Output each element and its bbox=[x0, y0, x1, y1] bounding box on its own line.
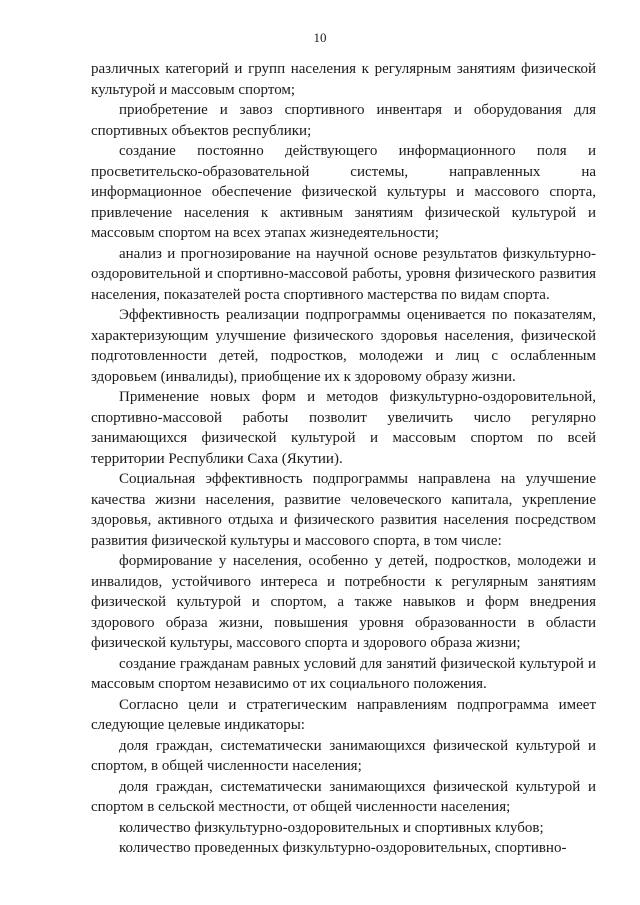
paragraph: анализ и прогнозирование на научной основе результатов физкультурно-оздоровительной и спортивно-массовой работы, уровня физического развития населения, показателей роста спортивного мастерства по видам спорта. bbox=[91, 245, 596, 303]
paragraph: Социальная эффективность подпрограммы направлена на улучшение качества жизни населения, развитие человеческого капитала, укрепление здоровья, активного отдыха и физического развития населения посредством развития физической культуры и массового спорта, в том числе: bbox=[91, 471, 596, 549]
page-number: 10 bbox=[313, 30, 327, 45]
paragraph: различных категорий и групп населения к регулярным занятиям физической культурой и массовым спортом; bbox=[91, 61, 596, 98]
document-body bbox=[91, 59, 596, 859]
paragraph: формирование у населения, особенно у детей, подростков, молодежи и инвалидов, устойчивого интереса и потребности к регулярным занятиям физической культурой и спортом, а также навыков и форм внедрения здорового образа жизни, повышения уровня образованности в области физической культуры, массового спорта и здорового образа жизни; bbox=[91, 553, 596, 651]
paragraph: доля граждан, систематически занимающихся физической культурой и спортом в сельской местности, от общей численности населения; bbox=[91, 778, 596, 815]
paragraph: создание гражданам равных условий для занятий физической культурой и массовым спортом независимо от их социального положения. bbox=[91, 655, 596, 692]
paragraph: количество физкультурно-оздоровительных и спортивных клубов; bbox=[119, 819, 544, 836]
paragraph: Эффективность реализации подпрограммы оценивается по показателям, характеризующим улучшение физического здоровья населения, физической подготовленности детей, подростков, молодежи и лиц с ослабленным здоровьем (инвалиды), приобщение их к здоровому образу жизни. bbox=[91, 307, 596, 385]
paragraph: создание постоянно действующего информационного поля и просветительско-образовательной системы, направленных на информационное обеспечение физической культуры и массового спорта, привлечение населения к активным занятиям физической культурой и массовым спортом на всех этапах жизнедеятельности; bbox=[91, 143, 596, 241]
paragraph: Применение новых форм и методов физкультурно-оздоровительной, спортивно-массовой работы позволит увеличить число регулярно занимающихся физической культурой и массовым спортом по всей территории Республики Саха (Якутии). bbox=[91, 389, 596, 467]
paragraph: количество проведенных физкультурно-оздоровительных, спортивно- bbox=[119, 840, 567, 856]
paragraph: приобретение и завоз спортивного инвентаря и оборудования для спортивных объектов республики; bbox=[91, 102, 596, 139]
paragraph: доля граждан, систематически занимающихся физической культурой и спортом, в общей численности населения; bbox=[91, 737, 596, 774]
paragraph: Согласно цели и стратегическим направлениям подпрограмма имеет следующие целевые индикаторы: bbox=[91, 696, 596, 733]
